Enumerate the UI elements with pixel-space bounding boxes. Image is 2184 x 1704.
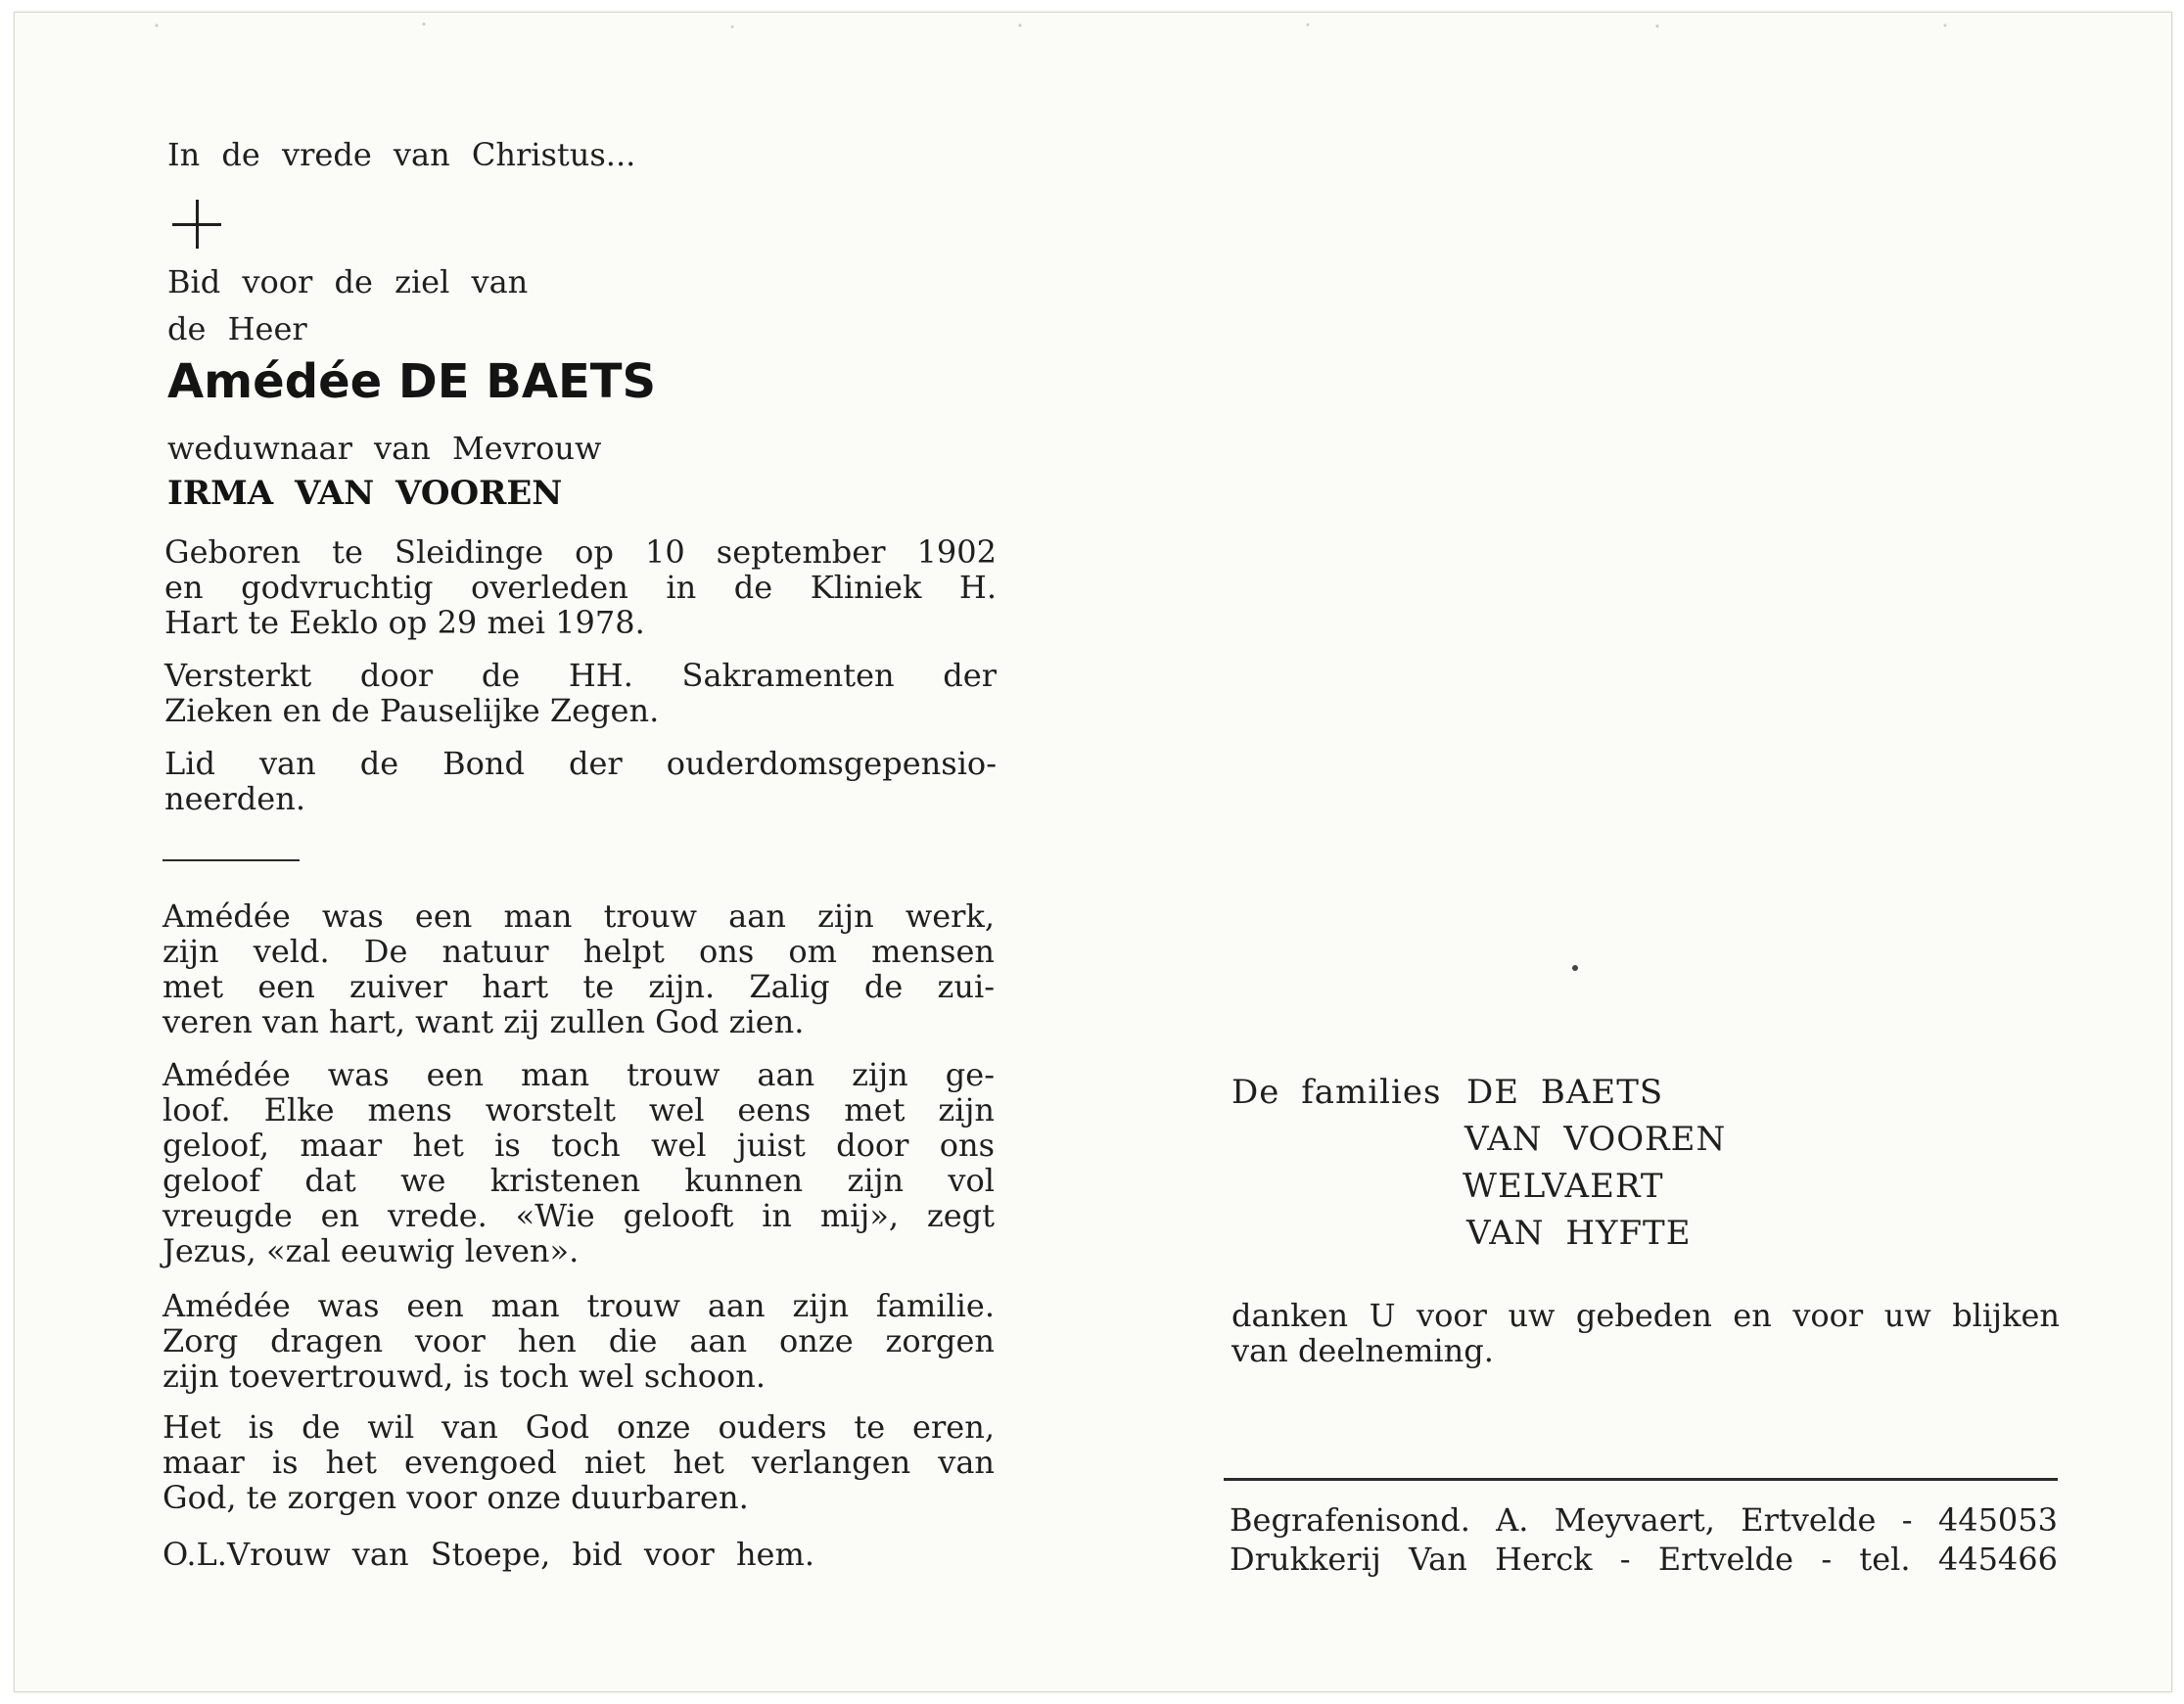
text-line: zijn toevertrouwd, is toch wel schoon. — [163, 1358, 767, 1395]
text-line: maar is het evengoed niet het verlangen van — [163, 1444, 995, 1481]
divider — [163, 859, 300, 861]
opening-line: In de vrede van Christus... — [167, 136, 636, 173]
pray-line-2: de Heer — [167, 310, 307, 347]
family-paragraph — [163, 1288, 995, 1394]
text-line: danken U voor uw gebeden en voor uw blijken — [1231, 1297, 2060, 1334]
text-line: met een zuiver hart te zijn. Zalig de zui- — [163, 968, 995, 1005]
work-paragraph — [163, 898, 995, 1039]
text-line: geloof, maar het is toch wel juist door ons — [163, 1127, 995, 1164]
spouse-name: IRMA VAN VOOREN — [167, 474, 563, 513]
text-line: God, te zorgen voor onze duurbaren. — [163, 1479, 749, 1516]
family-name: VAN HYFTE — [1466, 1214, 1692, 1253]
member-paragraph — [164, 746, 997, 816]
sacrament-paragraph — [164, 658, 997, 728]
text-line: neerden. — [164, 780, 305, 817]
text-line: Zorg dragen voor hen die aan onze zorgen — [163, 1322, 995, 1359]
ink-dot — [1572, 965, 1578, 971]
text-line: Amédée was een man trouw aan zijn familie. — [163, 1287, 995, 1324]
text-line: Geboren te Sleidinge op 10 september 1902 — [164, 533, 997, 571]
thanks-paragraph — [1231, 1298, 2060, 1368]
text-line: Amédée was een man trouw aan zijn werk, — [163, 898, 995, 935]
text-line: Zieken en de Pauselijke Zegen. — [164, 692, 660, 729]
pray-line-1: Bid voor de ziel van — [167, 263, 529, 300]
printer-line: Drukkerij Van Herck - Ertvelde - tel. 445466 — [1230, 1541, 2058, 1578]
family-name: DE BAETS — [1466, 1073, 1664, 1112]
text-line: veren van hart, want zij zullen God zien. — [163, 1003, 805, 1040]
deceased-name: Amédée DE BAETS — [167, 354, 657, 409]
text-line: en godvruchtig overleden in de Kliniek H. — [164, 569, 997, 606]
family-name: VAN VOOREN — [1464, 1120, 1727, 1159]
birth-death-paragraph — [164, 534, 997, 640]
faith-paragraph — [163, 1057, 995, 1268]
cross-icon — [172, 200, 221, 249]
text-line: Hart te Eeklo op 29 mei 1978. — [164, 604, 645, 641]
funeral-home-line: Begrafenisond. A. Meyvaert, Ertvelde - 445053 — [1230, 1501, 2058, 1539]
paper-specks — [54, 19, 2110, 32]
text-line: Lid van de Bond der ouderdomsgepensio- — [164, 745, 997, 782]
text-line: zijn veld. De natuur helpt ons om mensen — [163, 933, 995, 970]
parents-paragraph — [163, 1409, 995, 1515]
text-line: Het is de wil van God onze ouders te eren, — [163, 1408, 995, 1446]
text-line: vreugde en vrede. «Wie gelooft in mij», zegt — [163, 1197, 995, 1234]
text-line: Versterkt door de HH. Sakramenten der — [164, 657, 997, 694]
text-line: loof. Elke mens worstelt wel eens met zijn — [163, 1091, 995, 1128]
widower-line: weduwnaar van Mevrouw — [167, 430, 602, 467]
families-prefix: De families — [1231, 1073, 1442, 1112]
family-name: WELVAERT — [1463, 1167, 1664, 1206]
text-line: Amédée was een man trouw aan zijn ge- — [163, 1056, 995, 1093]
text-line: geloof dat we kristenen kunnen zijn vol — [163, 1162, 995, 1199]
text-line: van deelneming. — [1231, 1332, 1494, 1369]
footer-divider — [1224, 1478, 2058, 1481]
closing-prayer: O.L.Vrouw van Stoepe, bid voor hem. — [163, 1536, 814, 1573]
text-line: Jezus, «zal eeuwig leven». — [163, 1232, 580, 1269]
